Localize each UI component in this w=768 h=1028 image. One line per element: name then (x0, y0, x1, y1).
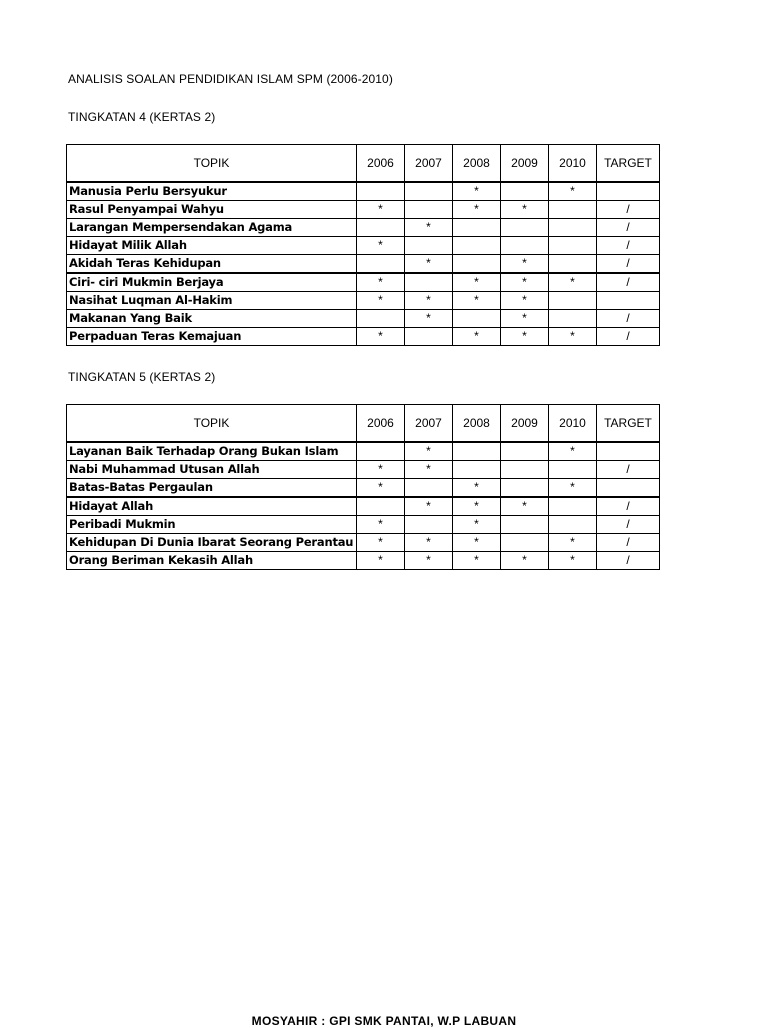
topic-cell: Hidayat Allah (67, 497, 357, 516)
mark-2006-cell: * (357, 292, 405, 310)
mark-2010-cell: * (549, 182, 597, 201)
mark-2007-cell (405, 328, 453, 346)
mark-2010-cell (549, 310, 597, 328)
section-title-tingkatan-5: TINGKATAN 5 (KERTAS 2) (68, 370, 216, 384)
mark-2009-cell: * (501, 310, 549, 328)
section-title-tingkatan-4: TINGKATAN 4 (KERTAS 2) (68, 110, 216, 124)
mark-2009-cell: * (501, 273, 549, 292)
mark-target-cell: / (597, 310, 660, 328)
table-body (67, 442, 660, 570)
mark-2007-cell: * (405, 310, 453, 328)
mark-2006-cell: * (357, 479, 405, 498)
table-row (67, 255, 660, 274)
table-row (67, 292, 660, 310)
table-row (67, 497, 660, 516)
mark-2010-cell: * (549, 479, 597, 498)
topic-cell: Kehidupan Di Dunia Ibarat Seorang Perantau (67, 534, 357, 552)
mark-2007-cell: * (405, 552, 453, 570)
mark-2006-cell: * (357, 237, 405, 255)
column-header-2009: 2009 (501, 405, 549, 443)
mark-2010-cell: * (549, 552, 597, 570)
mark-2010-cell (549, 497, 597, 516)
mark-2009-cell (501, 219, 549, 237)
topic-cell: Perpaduan Teras Kemajuan (67, 328, 357, 346)
topic-cell: Ciri- ciri Mukmin Berjaya (67, 273, 357, 292)
mark-2008-cell: * (453, 516, 501, 534)
mark-2008-cell (453, 310, 501, 328)
mark-target-cell: / (597, 273, 660, 292)
mark-2010-cell (549, 292, 597, 310)
mark-2009-cell: * (501, 255, 549, 274)
table-row (67, 534, 660, 552)
topic-cell: Rasul Penyampai Wahyu (67, 201, 357, 219)
mark-2008-cell (453, 461, 501, 479)
mark-2010-cell (549, 255, 597, 274)
mark-2009-cell: * (501, 552, 549, 570)
mark-2009-cell: * (501, 292, 549, 310)
footer-author: MOSYAHIR : GPI SMK PANTAI, W.P LABUAN (251, 1014, 517, 1028)
mark-2007-cell (405, 273, 453, 292)
mark-2008-cell: * (453, 552, 501, 570)
mark-2007-cell: * (405, 497, 453, 516)
mark-2008-cell: * (453, 273, 501, 292)
mark-target-cell (597, 479, 660, 498)
mark-2007-cell (405, 516, 453, 534)
table-row (67, 273, 660, 292)
mark-2006-cell: * (357, 201, 405, 219)
mark-target-cell: / (597, 497, 660, 516)
mark-2006-cell (357, 255, 405, 274)
mark-target-cell (597, 182, 660, 201)
topic-cell: Larangan Mempersendakan Agama (67, 219, 357, 237)
topic-cell: Akidah Teras Kehidupan (67, 255, 357, 274)
topic-cell: Peribadi Mukmin (67, 516, 357, 534)
mark-2007-cell: * (405, 442, 453, 461)
mark-2007-cell: * (405, 534, 453, 552)
mark-2010-cell (549, 516, 597, 534)
mark-2009-cell (501, 479, 549, 498)
mark-2010-cell (549, 201, 597, 219)
column-header-2009: 2009 (501, 145, 549, 183)
mark-2008-cell (453, 442, 501, 461)
mark-target-cell: / (597, 552, 660, 570)
column-header-2006: 2006 (357, 145, 405, 183)
mark-2009-cell: * (501, 497, 549, 516)
column-header-2010: 2010 (549, 145, 597, 183)
column-header-2010: 2010 (549, 405, 597, 443)
mark-2007-cell (405, 201, 453, 219)
mark-2006-cell (357, 442, 405, 461)
mark-2008-cell: * (453, 201, 501, 219)
mark-2007-cell: * (405, 461, 453, 479)
mark-2006-cell (357, 219, 405, 237)
mark-target-cell: / (597, 328, 660, 346)
column-header-2007: 2007 (405, 145, 453, 183)
topic-cell: Nabi Muhammad Utusan Allah (67, 461, 357, 479)
table-row (67, 328, 660, 346)
mark-2007-cell (405, 182, 453, 201)
table-row (67, 219, 660, 237)
mark-2008-cell: * (453, 182, 501, 201)
mark-2007-cell (405, 237, 453, 255)
mark-target-cell: / (597, 516, 660, 534)
table-row (67, 552, 660, 570)
column-header-2007: 2007 (405, 405, 453, 443)
mark-2008-cell (453, 219, 501, 237)
mark-2007-cell: * (405, 292, 453, 310)
mark-target-cell: / (597, 201, 660, 219)
mark-2006-cell (357, 310, 405, 328)
table-row (67, 479, 660, 498)
column-header-topik: TOPIK (67, 405, 357, 443)
table-header-row (67, 405, 660, 443)
mark-2006-cell: * (357, 273, 405, 292)
column-header-topik: TOPIK (67, 145, 357, 183)
mark-2008-cell (453, 255, 501, 274)
mark-target-cell: / (597, 255, 660, 274)
mark-2006-cell: * (357, 534, 405, 552)
topic-analysis-table-tingkatan-5 (66, 404, 660, 570)
mark-target-cell: / (597, 461, 660, 479)
mark-2007-cell (405, 479, 453, 498)
mark-2008-cell: * (453, 479, 501, 498)
mark-2007-cell: * (405, 219, 453, 237)
mark-2006-cell: * (357, 552, 405, 570)
mark-2010-cell: * (549, 273, 597, 292)
column-header-2008: 2008 (453, 405, 501, 443)
column-header-2006: 2006 (357, 405, 405, 443)
mark-2008-cell (453, 237, 501, 255)
topic-cell: Batas-Batas Pergaulan (67, 479, 357, 498)
table-row (67, 442, 660, 461)
mark-2010-cell (549, 237, 597, 255)
table-row (67, 201, 660, 219)
table-row (67, 237, 660, 255)
mark-2009-cell (501, 237, 549, 255)
topic-cell: Makanan Yang Baik (67, 310, 357, 328)
topic-cell: Hidayat Milik Allah (67, 237, 357, 255)
column-header-target: TARGET (597, 405, 660, 443)
mark-target-cell: / (597, 534, 660, 552)
mark-2010-cell: * (549, 534, 597, 552)
mark-2010-cell: * (549, 328, 597, 346)
mark-2006-cell: * (357, 461, 405, 479)
mark-2006-cell: * (357, 328, 405, 346)
mark-2008-cell: * (453, 328, 501, 346)
table-row (67, 182, 660, 201)
mark-2009-cell: * (501, 201, 549, 219)
mark-2009-cell (501, 534, 549, 552)
mark-2007-cell: * (405, 255, 453, 274)
mark-target-cell (597, 442, 660, 461)
column-header-2008: 2008 (453, 145, 501, 183)
mark-2009-cell (501, 516, 549, 534)
topic-cell: Orang Beriman Kekasih Allah (67, 552, 357, 570)
mark-2010-cell (549, 219, 597, 237)
mark-2009-cell (501, 182, 549, 201)
topic-cell: Nasihat Luqman Al-Hakim (67, 292, 357, 310)
topic-cell: Manusia Perlu Bersyukur (67, 182, 357, 201)
table-header-row (67, 145, 660, 183)
table-body (67, 182, 660, 346)
mark-2008-cell: * (453, 292, 501, 310)
table-row (67, 461, 660, 479)
mark-target-cell: / (597, 237, 660, 255)
document-title: ANALISIS SOALAN PENDIDIKAN ISLAM SPM (2006-2010) (68, 72, 393, 86)
mark-2006-cell: * (357, 516, 405, 534)
mark-target-cell (597, 292, 660, 310)
mark-2010-cell: * (549, 442, 597, 461)
mark-2006-cell (357, 182, 405, 201)
column-header-target: TARGET (597, 145, 660, 183)
mark-target-cell: / (597, 219, 660, 237)
topic-analysis-table-tingkatan-4 (66, 144, 660, 346)
mark-2006-cell (357, 497, 405, 516)
mark-2008-cell: * (453, 534, 501, 552)
mark-2009-cell (501, 442, 549, 461)
topic-cell: Layanan Baik Terhadap Orang Bukan Islam (67, 442, 357, 461)
mark-2010-cell (549, 461, 597, 479)
mark-2009-cell (501, 461, 549, 479)
table-row (67, 516, 660, 534)
mark-2008-cell: * (453, 497, 501, 516)
table-row (67, 310, 660, 328)
mark-2009-cell: * (501, 328, 549, 346)
